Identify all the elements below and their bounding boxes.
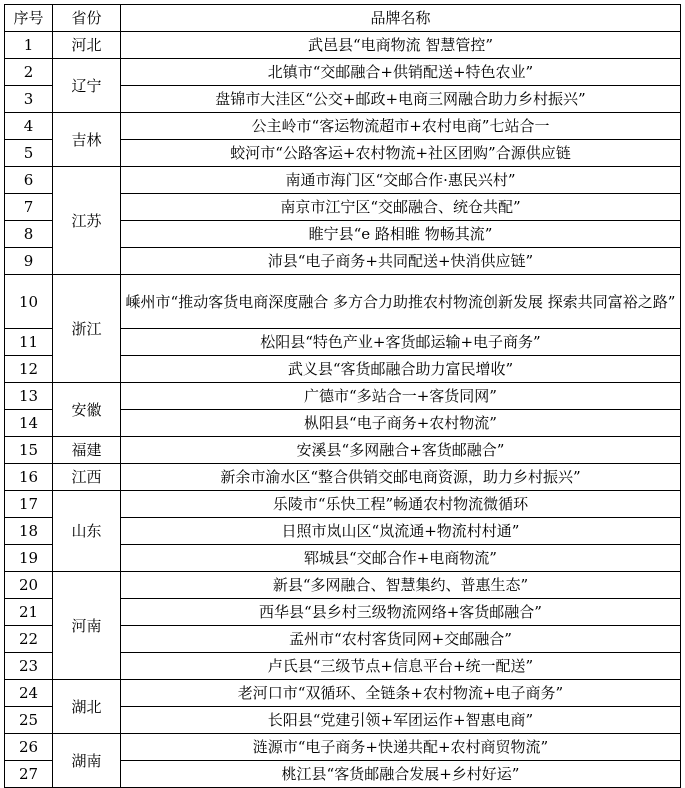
- table-row: [5, 383, 681, 410]
- row-brand: 乐陵市“乐快工程”畅通农村物流微循环: [121, 491, 681, 518]
- row-province: 湖北: [53, 680, 121, 734]
- row-seq: 24: [5, 680, 53, 707]
- row-brand: 公主岭市“客运物流超市+农村电商”七站合一: [121, 113, 681, 140]
- row-seq: 8: [5, 221, 53, 248]
- row-seq: 26: [5, 734, 53, 761]
- row-seq: 6: [5, 167, 53, 194]
- row-seq: 23: [5, 653, 53, 680]
- header-brand: 品牌名称: [121, 5, 681, 32]
- row-seq: 3: [5, 86, 53, 113]
- row-province: 吉林: [53, 113, 121, 167]
- table-row: [5, 572, 681, 599]
- row-brand: 松阳县“特色产业+客货邮运输+电子商务”: [121, 329, 681, 356]
- row-province: 浙江: [53, 275, 121, 383]
- row-province: 河北: [53, 32, 121, 59]
- row-brand: 睢宁县“e 路相睢 物畅其流”: [121, 221, 681, 248]
- row-seq: 21: [5, 599, 53, 626]
- row-province: 江苏: [53, 167, 121, 275]
- row-brand: 郓城县“交邮合作+电商物流”: [121, 545, 681, 572]
- table-row: [5, 464, 681, 491]
- row-seq: 22: [5, 626, 53, 653]
- row-brand: 西华县“县乡村三级物流网络+客货邮融合”: [121, 599, 681, 626]
- row-province: 湖南: [53, 734, 121, 788]
- row-province: 山东: [53, 491, 121, 572]
- row-province: 安徽: [53, 383, 121, 437]
- row-brand: 长阳县“党建引领+军团运作+智惠电商”: [121, 707, 681, 734]
- row-seq: 1: [5, 32, 53, 59]
- row-brand: 嵊州市“推动客货电商深度融合 多方合力助推农村物流创新发展 探索共同富裕之路”: [121, 275, 681, 329]
- row-province: 河南: [53, 572, 121, 680]
- row-seq: 16: [5, 464, 53, 491]
- row-brand: 日照市岚山区“岚流通+物流村村通”: [121, 518, 681, 545]
- table-row: [5, 59, 681, 86]
- table-row: [5, 32, 681, 59]
- row-seq: 18: [5, 518, 53, 545]
- row-brand: 南京市江宁区“交邮融合、统仓共配”: [121, 194, 681, 221]
- row-brand: 南通市海门区“交邮合作·惠民兴村”: [121, 167, 681, 194]
- row-brand: 老河口市“双循环、全链条+农村物流+电子商务”: [121, 680, 681, 707]
- row-seq: 17: [5, 491, 53, 518]
- row-brand: 武义县“客货邮融合助力富民增收”: [121, 356, 681, 383]
- row-brand: 武邑县“电商物流 智慧管控”: [121, 32, 681, 59]
- row-seq: 15: [5, 437, 53, 464]
- row-seq: 11: [5, 329, 53, 356]
- row-seq: 10: [5, 275, 53, 329]
- row-seq: 2: [5, 59, 53, 86]
- row-brand: 沛县“电子商务+共同配送+快消供应链”: [121, 248, 681, 275]
- table-body: [5, 32, 681, 788]
- row-brand: 蛟河市“公路客运+农村物流+社区团购”合源供应链: [121, 140, 681, 167]
- row-seq: 7: [5, 194, 53, 221]
- row-province: 福建: [53, 437, 121, 464]
- row-province: 江西: [53, 464, 121, 491]
- row-seq: 12: [5, 356, 53, 383]
- row-province: 辽宁: [53, 59, 121, 113]
- row-brand: 枞阳县“电子商务+农村物流”: [121, 410, 681, 437]
- table-row: [5, 275, 681, 329]
- header-province: 省份: [53, 5, 121, 32]
- row-brand: 广德市“多站合一+客货同网”: [121, 383, 681, 410]
- table-row: [5, 680, 681, 707]
- row-brand: 涟源市“电子商务+快递共配+农村商贸物流”: [121, 734, 681, 761]
- row-brand: 新县“多网融合、智慧集约、普惠生态”: [121, 572, 681, 599]
- row-seq: 19: [5, 545, 53, 572]
- row-brand: 北镇市“交邮融合+供销配送+特色农业”: [121, 59, 681, 86]
- row-brand: 孟州市“农村客货同网+交邮融合”: [121, 626, 681, 653]
- table-row: [5, 437, 681, 464]
- row-seq: 13: [5, 383, 53, 410]
- row-seq: 27: [5, 761, 53, 788]
- table-row: [5, 491, 681, 518]
- table-row: [5, 167, 681, 194]
- table-row: [5, 734, 681, 761]
- row-seq: 9: [5, 248, 53, 275]
- row-brand: 卢氏县“三级节点+信息平台+统一配送”: [121, 653, 681, 680]
- row-seq: 4: [5, 113, 53, 140]
- row-brand: 安溪县“多网融合+客货邮融合”: [121, 437, 681, 464]
- table-header-row: [5, 5, 681, 32]
- header-seq: 序号: [5, 5, 53, 32]
- row-brand: 桃江县“客货邮融合发展+乡村好运”: [121, 761, 681, 788]
- row-seq: 20: [5, 572, 53, 599]
- table-row: [5, 113, 681, 140]
- brand-table: [4, 4, 681, 788]
- row-seq: 5: [5, 140, 53, 167]
- row-brand: 新余市渝水区“整合供销交邮电商资源，助力乡村振兴”: [121, 464, 681, 491]
- row-brand: 盘锦市大洼区“公交+邮政+电商三网融合助力乡村振兴”: [121, 86, 681, 113]
- row-seq: 25: [5, 707, 53, 734]
- row-seq: 14: [5, 410, 53, 437]
